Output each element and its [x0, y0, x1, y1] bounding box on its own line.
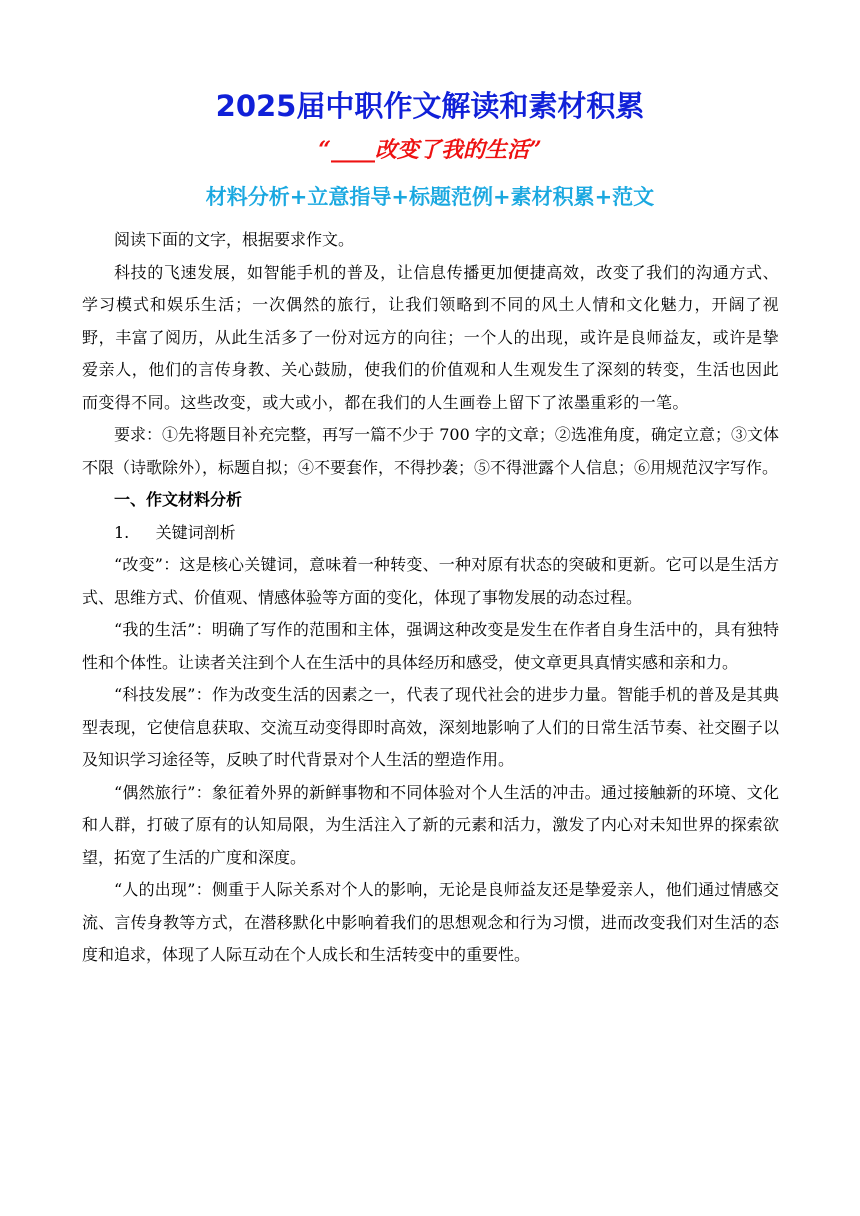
content-tagline: 材料分析+立意指导+标题范例+素材积累+范文 [205, 185, 655, 209]
document-title: 2025届中职作文解读和素材积累 [215, 89, 645, 123]
keyword-paragraph-people: “人的出现”：侧重于人际关系对个人的影响，无论是良师益友还是挚爱亲人，他们通过情感交流、言传身教等方式，在潜移默化中影响着我们的思想观念和行为习惯，进而改变我们对生活的态度和追求，体现了人际互动在个人成长和生活转变中的重要性。 [82, 880, 779, 964]
keyword-paragraph-technology: “科技发展”：作为改变生活的因素之一，代表了现代社会的进步力量。智能手机的普及是其典型表现，它使信息获取、交流互动变得即时高效，深刻地影响了人们的日常生活节奏、社交圈子以及知识学习途径等，反映了时代背景对个人生活的塑造作用。 [82, 685, 779, 769]
prompt-material: 科技的飞速发展，如智能手机的普及，让信息传播更加便捷高效，改变了我们的沟通方式、学习模式和娱乐生活；一次偶然的旅行，让我们领略到不同的风土人情和文化魅力，开阔了视野，丰富了阅历，从此生活多了一份对远方的向往；一个人的出现，或许是良师益友，或许是挚爱亲人，他们的言传身教、关心鼓励，使我们的价值观和人生观发生了深刻的转变，生活也因此而变得不同。这些改变，或大或小，都在我们的人生画卷上留下了浓墨重彩的一笔。 [82, 262, 779, 412]
keyword-paragraph-travel: “偶然旅行”：象征着外界的新鲜事物和不同体验对个人生活的冲击。通过接触新的环境、文化和人群，打破了原有的认知局限，为生活注入了新的元素和活力，激发了内心对未知世界的探索欲望，拓宽了生活的广度和深度。 [82, 782, 779, 867]
subsection-number: 1. [114, 522, 130, 542]
prompt-intro: 阅读下面的文字，根据要求作文。 [114, 230, 355, 249]
subsection-heading [82, 517, 779, 550]
document-body [82, 224, 779, 972]
prompt-requirements: 要求：①先将题目补充完整，再写一篇不少于 700 字的文章；②选准角度，确定立意；③文体不限（诗歌除外），标题自拟；④不要套作，不得抄袭；⑤不得泄露个人信息；⑥用规范汉字写作。 [82, 425, 779, 477]
keyword-paragraph-change: “改变”：这是核心关键词，意味着一种转变、一种对原有状态的突破和更新。它可以是生活方式、思维方式、价值观、情感体验等方面的变化，体现了事物发展的动态过程。 [82, 555, 779, 607]
section-heading: 一、作文材料分析 [114, 490, 243, 509]
keyword-paragraph-my-life: “我的生活”：明确了写作的范围和主体，强调这种改变是发生在作者自身生活中的，具有独特性和个体性。让读者关注到个人在生活中的具体经历和感受，使文章更具真情实感和亲和力。 [82, 620, 779, 672]
subsection-title: 关键词剖析 [155, 522, 236, 542]
essay-topic: “____改变了我的生活” [318, 137, 542, 163]
